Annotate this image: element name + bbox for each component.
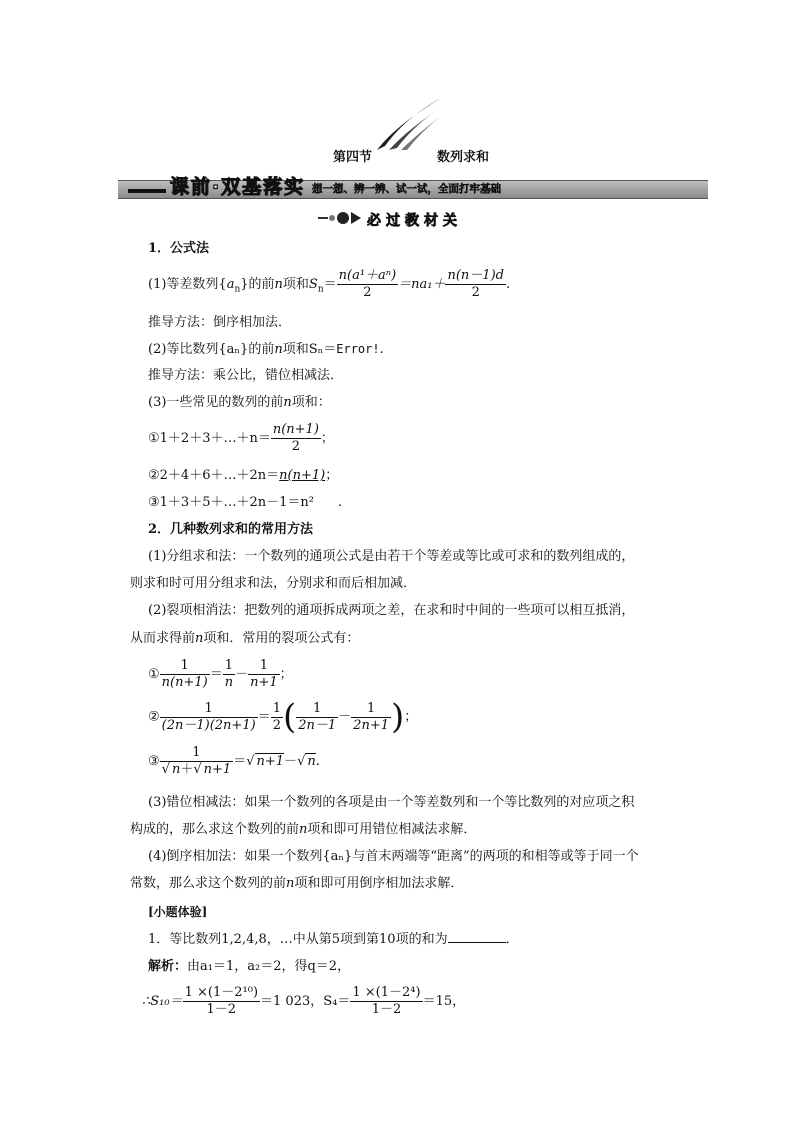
method-reverse-1: (4)倒序相加法：如果一个数列{aₙ}与首末两端等“距离”的两项的和相等或等于同一个: [148, 849, 639, 864]
method-split-1: (2)裂项相消法：把数列的通项拆成两项之差，在求和时中间的一些项可以相互抵消，: [148, 603, 635, 618]
answer-blank: [448, 930, 506, 943]
method-misalign-1: (3)错位相减法：如果一个数列的各项是由一个等差数列和一个等比数列的对应项之积: [148, 795, 635, 810]
common-sum-2: ②2＋4＋6＋…＋2n＝n(n+1)；: [148, 468, 339, 483]
method-reverse-2: 常数，那么求这个数列的前n项和即可用倒序相加法求解．: [130, 876, 464, 891]
banner-mark: [128, 189, 166, 193]
common-sum-1: ①1＋2＋3＋…＋n＝ $\frac{n(n+1)}{2}$ ；: [148, 422, 334, 454]
section-label: 第四节: [333, 150, 373, 165]
split-formula-2: ② $\frac{1}{(2n-1)(2n+1)}$ ＝ $\frac{1}{2}$ ( $\frac{1}{2n-1}$ － $\frac{1}{2n+1}$ )；: [148, 697, 418, 737]
sub-banner-icon: [318, 210, 362, 226]
solution-line-2: ∴S₁₀＝ $\frac{\text{1 ×(1－2¹⁰)}}{1-2}$ ＝1 023，S₄＝ $\frac{\text{1 ×(1－2⁴)}}{1-2}$ ＝15，: [142, 985, 466, 1017]
solution-line-1: 解析：由a₁＝1，a₂＝2，得q＝2，: [148, 959, 351, 974]
banner-subtitle: 想一想、辨一辨、试一试，全面打牢基础: [312, 183, 501, 195]
common-sums-intro: (3)一些常见的数列的前n项和：: [148, 395, 331, 410]
derivation-1: 推导方法：倒序相加法．: [148, 315, 292, 330]
heading-formula: 1．公式法: [148, 241, 210, 256]
section-title: 数列求和: [437, 150, 490, 165]
sub-banner-title: 必过教材关: [367, 213, 462, 229]
method-grouping-1: (1)分组求和法：一个数列的通项公式是由若干个等差或等比或可求和的数列组成的，: [148, 549, 635, 564]
formula-geometric-sum: (2)等比数列{aₙ}的前n项和Sₙ＝Error!.: [148, 342, 384, 357]
formula-arithmetic-sum: (1)等差数列$\{a_n\}$的前n项和$S_n=$ $\frac{\text{n(a¹＋aⁿ)}}{2}$ ＝na₁＋ $\frac{n(n-1)d}{2}$ .: [148, 268, 511, 300]
banner-title: 课前·双基落实: [170, 176, 306, 198]
split-formula-1: ① $\frac{1}{n(n+1)}$ ＝ $\frac{1}{n}$ － $\frac{1}{n+1}$ ；: [148, 658, 293, 690]
swoosh-logo: [375, 96, 445, 152]
method-split-2: 从而求得前n项和．常用的裂项公式有：: [130, 631, 360, 646]
method-grouping-2: 则求和时可用分组求和法，分别求和而后相加减．: [130, 576, 417, 591]
exercise-tag: [小题体验]: [148, 905, 208, 919]
exercise-question-1: 1．等比数列1,2,4,8，…中从第5项到第10项的和为 ．: [148, 932, 519, 947]
derivation-2: 推导方法：乘公比，错位相减法．: [148, 368, 344, 383]
common-sum-3: ③1＋3＋5＋…＋2n－1＝n² .: [148, 495, 343, 510]
heading-methods: 2．几种数列求和的常用方法: [148, 522, 314, 537]
method-misalign-2: 构成的，那么求这个数列的前n项和即可用错位相减法求解．: [130, 822, 477, 837]
split-formula-3: ③ $\frac{1}{√ n+√ n+1}$ ＝√ n+1－√ n.: [148, 745, 320, 777]
